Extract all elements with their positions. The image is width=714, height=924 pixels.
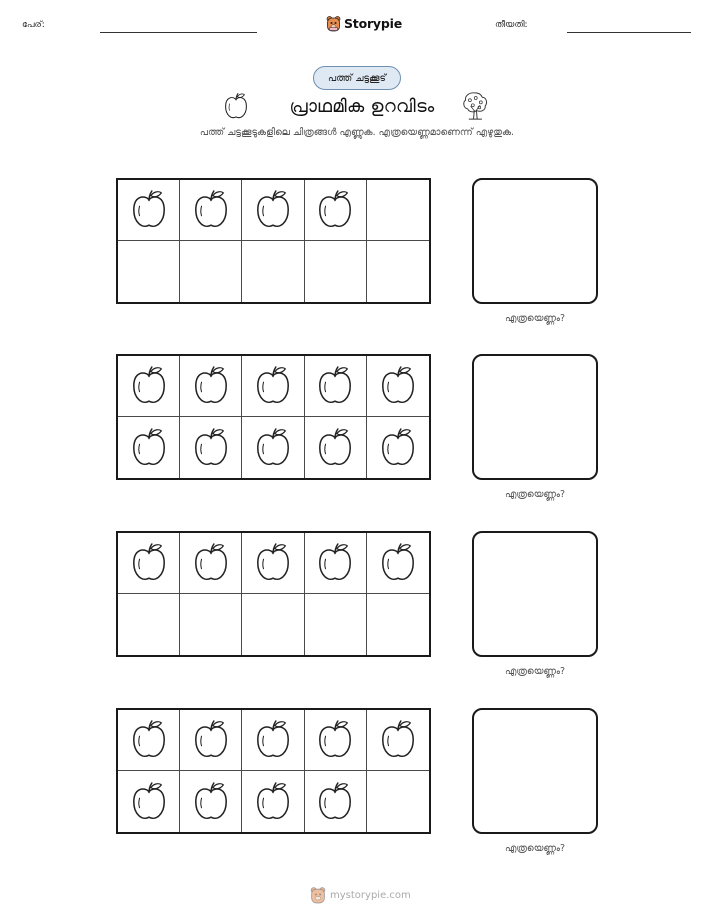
apple-icon (316, 189, 354, 231)
ten-frame (116, 531, 431, 657)
how-many-label: എത്രയെണ്ണം? (504, 313, 566, 324)
apple-icon (223, 92, 249, 121)
ten-frame-cell (242, 710, 304, 771)
ten-frame-cell (305, 356, 367, 417)
apple-icon (379, 427, 417, 469)
ten-frame-cell (180, 594, 242, 655)
ten-frame-cell (118, 180, 180, 241)
apple-icon (254, 365, 292, 407)
bear-logo-icon (326, 15, 341, 32)
answer-box[interactable] (472, 178, 598, 304)
how-many-label: എത്രയെണ്ണം? (504, 843, 566, 854)
ten-frame-cell (180, 533, 242, 594)
ten-frame-cell (305, 771, 367, 832)
apple-icon (130, 542, 168, 584)
answer-box[interactable] (472, 708, 598, 834)
name-field[interactable] (100, 32, 257, 33)
how-many-label: എത്രയെണ്ണം? (504, 666, 566, 677)
category-tag: പത്ത് ചട്ടക്കൂട് (313, 66, 401, 90)
apple-icon (130, 781, 168, 823)
bear-logo-icon (310, 886, 326, 904)
ten-frame-cell (367, 241, 429, 302)
apple-icon (192, 542, 230, 584)
ten-frame-cell (180, 710, 242, 771)
apple-icon (192, 189, 230, 231)
apple-icon (192, 719, 230, 761)
ten-frame (116, 354, 431, 480)
ten-frame-cell (305, 180, 367, 241)
ten-frame-cell (118, 417, 180, 478)
answer-box[interactable] (472, 354, 598, 480)
ten-frame-cell (118, 356, 180, 417)
ten-frame-cell (242, 356, 304, 417)
answer-box[interactable] (472, 531, 598, 657)
ten-frame-cell (242, 533, 304, 594)
apple-icon (130, 427, 168, 469)
ten-frame-cell (305, 594, 367, 655)
apple-icon (379, 719, 417, 761)
apple-icon (254, 719, 292, 761)
ten-frame-cell (367, 180, 429, 241)
apple-icon (130, 189, 168, 231)
how-many-label: എത്രയെണ്ണം? (504, 489, 566, 500)
apple-icon (254, 427, 292, 469)
apple-icon (254, 189, 292, 231)
ten-frame-cell (367, 356, 429, 417)
ten-frame-cell (180, 771, 242, 832)
ten-frame-cell (118, 771, 180, 832)
ten-frame (116, 708, 431, 834)
tree-icon (460, 90, 490, 122)
ten-frame-cell (242, 417, 304, 478)
ten-frame-cell (367, 417, 429, 478)
instruction-text: പത്ത് ചട്ടക്കൂടുകളിലെ ചിത്രങ്ങൾ എണ്ണുക. എത്രയെണ്ണമാണെന്ന് എഴുതുക. (199, 127, 515, 138)
apple-icon (316, 427, 354, 469)
apple-icon (379, 542, 417, 584)
ten-frame-cell (305, 417, 367, 478)
footer (310, 886, 411, 904)
brand-name: Storypie (344, 15, 402, 31)
name-label: പേര്: (22, 20, 45, 30)
date-field[interactable] (567, 32, 691, 33)
apple-icon (192, 365, 230, 407)
ten-frame-cell (118, 594, 180, 655)
ten-frame-cell (118, 710, 180, 771)
ten-frame-cell (367, 771, 429, 832)
ten-frame-cell (180, 180, 242, 241)
ten-frame-cell (242, 771, 304, 832)
apple-icon (316, 719, 354, 761)
apple-icon (379, 365, 417, 407)
ten-frame-cell (118, 241, 180, 302)
date-label: തീയതി: (495, 20, 528, 30)
page-title: പ്രാഥമിക ഉറവിടം (289, 95, 435, 117)
apple-icon (254, 781, 292, 823)
apple-icon (192, 427, 230, 469)
ten-frame-cell (367, 533, 429, 594)
ten-frame-cell (305, 533, 367, 594)
ten-frame-cell (242, 241, 304, 302)
apple-icon (130, 719, 168, 761)
ten-frame-cell (242, 180, 304, 241)
ten-frame-cell (305, 710, 367, 771)
brand (326, 13, 402, 33)
ten-frame-cell (367, 710, 429, 771)
apple-icon (254, 542, 292, 584)
ten-frame-cell (180, 356, 242, 417)
apple-icon (192, 781, 230, 823)
ten-frame-cell (367, 594, 429, 655)
apple-icon (130, 365, 168, 407)
apple-icon (316, 365, 354, 407)
ten-frame-cell (180, 417, 242, 478)
ten-frame-cell (242, 594, 304, 655)
apple-icon (316, 781, 354, 823)
ten-frame-cell (305, 241, 367, 302)
ten-frame-cell (180, 241, 242, 302)
footer-site: mystorypie.com (330, 889, 411, 901)
ten-frame (116, 178, 431, 304)
ten-frame-cell (118, 533, 180, 594)
apple-icon (316, 542, 354, 584)
